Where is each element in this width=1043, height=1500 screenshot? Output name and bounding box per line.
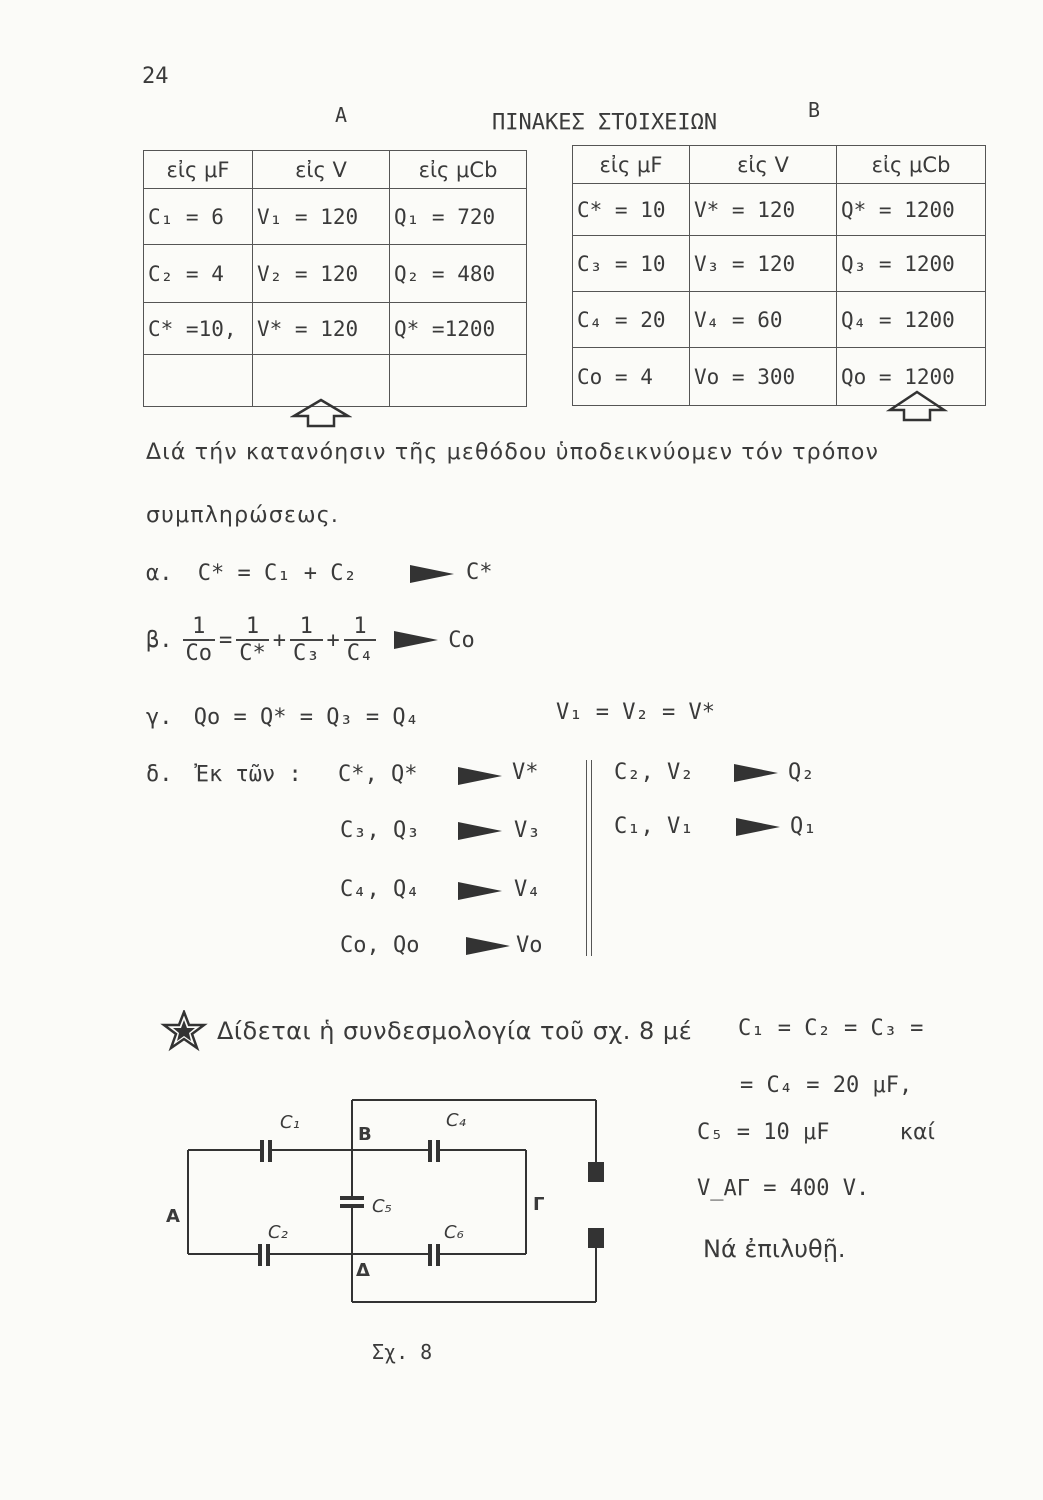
table-b-cell: C₃ = 10 (573, 236, 690, 292)
fraction (344, 614, 377, 666)
table-b (572, 145, 986, 406)
step-a-label: α. (146, 561, 173, 586)
numerator: 1 (290, 614, 323, 641)
plus-sign: + (272, 627, 286, 653)
step-b (146, 614, 475, 666)
problem-line-3-word: καί (900, 1120, 935, 1145)
denominator: C₄ (346, 641, 374, 666)
table-a-label: A (335, 103, 348, 127)
fraction (290, 614, 323, 666)
terminal-icon (588, 1162, 604, 1182)
step-b-result: Co (448, 627, 475, 653)
label-c5: C₅ (372, 1196, 392, 1217)
table-a-cell: V₂ = 120 (253, 245, 390, 303)
intro-line-2: συμπληρώσεως. (146, 503, 340, 528)
numerator: 1 (344, 614, 377, 641)
arrow-icon (736, 818, 780, 836)
problem-line-5: Νά ἐπιλυθῇ. (703, 1235, 846, 1263)
denominator: C* (239, 641, 266, 666)
step-d-label: δ. (146, 762, 173, 787)
denominator: Co (185, 641, 212, 666)
capacitor-c1 (268, 1140, 272, 1162)
table-b-header: εἰς μCb (837, 146, 986, 184)
label-c2: C₂ (268, 1222, 288, 1243)
table-b-cell: Q₃ = 1200 (837, 236, 986, 292)
step-d-right-to: Q₂ (788, 760, 815, 785)
step-d-left-from: C₄, Q₄ (340, 877, 420, 902)
step-c-label: γ. (146, 705, 173, 730)
step-d-header (146, 762, 302, 787)
capacitor-c5 (340, 1204, 364, 1208)
table-b-cell: V* = 120 (690, 184, 837, 236)
label-c1: C₁ (280, 1112, 300, 1133)
intro-line-1: Διά τήν κατανόησιν τῆς μεθόδου ὑποδεικνύομεν τόν τρόπον (146, 440, 880, 465)
arrow-icon (410, 565, 454, 583)
capacitor-c6 (428, 1244, 432, 1266)
step-c-expr: Qo = Q* = Q₃ = Q₄ (193, 705, 419, 730)
step-a (146, 561, 357, 586)
table-b-cell: Co = 4 (573, 348, 690, 406)
fraction (236, 614, 269, 666)
step-d-left-from: Co, Qo (340, 933, 420, 958)
tables-title: ΠΙΝΑΚΕΣ ΣΤΟΙΧΕΙΩΝ (492, 110, 718, 135)
node-label-a: A (166, 1206, 180, 1227)
star-icon (160, 1010, 208, 1052)
table-b-cell: C* = 10 (573, 184, 690, 236)
table-b-header: εἰς μF (573, 146, 690, 184)
up-arrow-icon (886, 390, 948, 424)
capacitor-c4 (428, 1140, 432, 1162)
equals-sign: = (219, 627, 233, 653)
step-d-right-to: Q₁ (790, 814, 817, 839)
plus-sign: + (326, 627, 340, 653)
page-number: 24 (142, 64, 169, 89)
problem-line-1: Δίδεται ἡ συνδεσμολογία τοῦ σχ. 8 μέ (217, 1017, 693, 1045)
capacitor-c1 (260, 1140, 264, 1162)
step-d-left-to: V* (512, 760, 539, 785)
step-b-label: β. (146, 627, 173, 653)
table-a-header: εἰς V (253, 151, 390, 189)
step-d-left-from: C*, Q* (338, 762, 418, 787)
numerator: 1 (183, 614, 216, 641)
step-d-left-to: V₄ (514, 877, 541, 902)
capacitor-c2 (266, 1244, 270, 1266)
table-b-cell: Vo = 300 (690, 348, 837, 406)
step-a-expr: C* = C₁ + C₂ (197, 561, 357, 586)
table-a-cell: V₁ = 120 (253, 189, 390, 245)
double-divider (586, 760, 592, 956)
arrow-icon (458, 767, 502, 785)
table-a-header: εἰς μCb (390, 151, 527, 189)
step-d-right-from: C₂, V₂ (614, 760, 694, 785)
step-d-right-from: C₁, V₁ (614, 814, 694, 839)
node-label-g: Γ (533, 1194, 545, 1215)
node-label-d: Δ (356, 1260, 370, 1281)
capacitor-c5 (340, 1196, 364, 1200)
problem-line-4: V_ΑΓ = 400 V. (697, 1176, 870, 1201)
table-b-cell: Qo = 1200 (837, 348, 986, 406)
step-d-left-from: C₃, Q₃ (340, 818, 420, 843)
table-b-header: εἰς V (690, 146, 837, 184)
problem-line-2: = C₄ = 20 μF, (740, 1073, 913, 1098)
step-a-result: C* (466, 560, 493, 585)
arrow-icon (458, 822, 502, 840)
step-d-left-to: V₃ (514, 818, 541, 843)
arrow-icon (394, 631, 438, 649)
arrow-icon (734, 764, 778, 782)
table-b-cell: C₄ = 20 (573, 292, 690, 348)
capacitor-c4 (436, 1140, 440, 1162)
capacitor-c6 (436, 1244, 440, 1266)
table-a-empty-cell (390, 355, 527, 407)
capacitor-c2 (258, 1244, 262, 1266)
table-a-cell: C₂ = 4 (144, 245, 253, 303)
table-b-cell: V₃ = 120 (690, 236, 837, 292)
table-b-cell: V₄ = 60 (690, 292, 837, 348)
problem-line-3-math: C₅ = 10 μF (697, 1120, 830, 1145)
table-a-cell: Q₁ = 720 (390, 189, 527, 245)
label-c6: C₆ (444, 1222, 464, 1243)
numerator: 1 (236, 614, 269, 641)
table-b-cell: Q₄ = 1200 (837, 292, 986, 348)
arrow-icon (458, 882, 502, 900)
figure-caption: Σχ. 8 (372, 1340, 433, 1364)
table-a-cell: C* =10, (144, 303, 253, 355)
table-a-cell: Q* =1200 (390, 303, 527, 355)
up-arrow-icon (290, 398, 352, 430)
arrow-icon (466, 937, 510, 955)
step-d-prefix: Ἐκ τῶν : (195, 762, 302, 787)
step-d-left-to: Vo (516, 933, 543, 958)
table-a (143, 150, 527, 407)
table-a-cell: V* = 120 (253, 303, 390, 355)
table-b-label: B (808, 98, 821, 122)
table-a-empty-cell (144, 355, 253, 407)
problem-line-1-math: C₁ = C₂ = C₃ = (738, 1016, 924, 1041)
label-c4: C₄ (446, 1110, 466, 1131)
terminal-icon (588, 1228, 604, 1248)
node-label-b: B (358, 1124, 372, 1145)
table-a-cell: C₁ = 6 (144, 189, 253, 245)
fraction (183, 614, 216, 666)
denominator: C₃ (293, 641, 320, 666)
table-b-cell: Q* = 1200 (837, 184, 986, 236)
step-c-side: V₁ = V₂ = V* (556, 700, 715, 725)
table-a-header: εἰς μF (144, 151, 253, 189)
step-c (146, 705, 419, 730)
table-a-cell: Q₂ = 480 (390, 245, 527, 303)
